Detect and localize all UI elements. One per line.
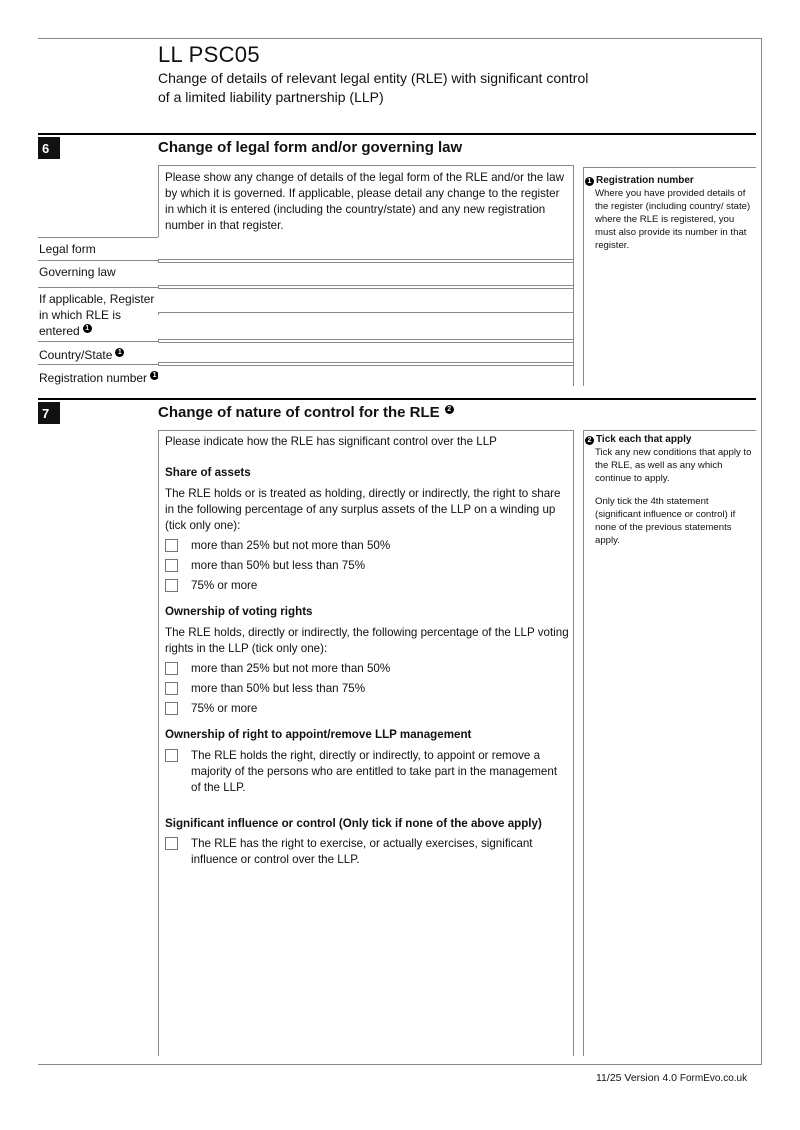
row-divider: [38, 260, 158, 261]
registration-number-field[interactable]: [158, 365, 573, 386]
checkbox[interactable]: [165, 662, 178, 675]
note1-badge-icon: 1: [115, 348, 124, 357]
share-of-assets-heading: Share of assets: [165, 466, 251, 479]
country-state-field[interactable]: [158, 342, 573, 363]
legal-form-label: Legal form: [39, 242, 96, 256]
footer-brand: FormEvo.co.uk: [679, 1073, 748, 1084]
register-label-line3: entered 1: [39, 324, 92, 339]
governing-law-label: Governing law: [39, 265, 116, 279]
section6-title: Change of legal form and/or governing law: [158, 139, 463, 156]
appoint-remove-heading: Ownership of right to appoint/remove LLP management: [165, 728, 472, 741]
note2-badge-icon: 2: [445, 405, 454, 414]
share-assets-option-25-50[interactable]: more than 25% but not more than 50%: [165, 538, 390, 554]
section6-rule: [38, 133, 756, 135]
significant-influence-option[interactable]: The RLE has the right to exercise, or actually exercises, significant influence or control over the LLP.: [165, 836, 555, 868]
register-field-line1[interactable]: [158, 288, 573, 313]
voting-option-25-50[interactable]: more than 25% but not more than 50%: [165, 661, 390, 677]
form-subtitle-line1: Change of details of relevant legal entity (RLE) with significant control: [158, 70, 589, 86]
section6-box-top: [158, 165, 573, 166]
legal-form-field[interactable]: [158, 237, 573, 260]
section6-note: 1 Registration number Where you have provided details of the register (including country/ state) where the RLE is registered, you must also provide its number in that register.: [585, 174, 755, 252]
checkbox[interactable]: [165, 682, 178, 695]
appoint-remove-option[interactable]: The RLE holds the right, directly or indirectly, to appoint or remove a majority of the persons who are entitled to take part in the management of the LLP.: [165, 748, 565, 796]
section6-instructions: Please show any change of details of the legal form of the RLE and/or the law by which it is governed. If applicable, please detail any change to the register in which it is entered (including the country/state) and any new registration number in that register.: [165, 171, 564, 232]
note1-badge-icon: 1: [150, 371, 159, 380]
row-divider: [38, 341, 158, 342]
section6-note-left: [583, 167, 584, 386]
checkbox[interactable]: [165, 579, 178, 592]
section6-note-top: [583, 167, 756, 168]
form-subtitle-line2: of a limited liability partnership (LLP): [158, 89, 384, 105]
share-of-assets-text: The RLE holds or is treated as holding, directly or indirectly, the right to share in the following percentage of any surplus assets of the LLP on a winding up (tick only one):: [165, 487, 561, 532]
section7-note: 2 Tick each that apply Tick any new conditions that apply to the RLE, as well as any which continue to apply. Only tick the 4th statement (significant influence or control) if none of the previous statements apply.: [585, 433, 755, 547]
section7-title: Change of nature of control for the RLE 2: [158, 404, 454, 421]
register-field-line2[interactable]: [158, 315, 573, 340]
footer-version: 11/25 Version 4.0: [596, 1072, 677, 1084]
section7-box-right: [573, 430, 574, 1056]
section7-box-left: [158, 430, 159, 1056]
voting-rights-heading: Ownership of voting rights: [165, 605, 313, 618]
significant-influence-heading: Significant influence or control (Only tick if none of the above apply): [165, 817, 542, 830]
page-right-border: [761, 38, 762, 1065]
section7-number: 7: [38, 402, 60, 424]
section7-note-left: [583, 430, 584, 1056]
note1-badge-icon: 1: [585, 177, 594, 186]
registration-number-label: Registration number 1: [39, 371, 159, 386]
form-code: LL PSC05: [158, 42, 260, 67]
governing-law-field[interactable]: [158, 262, 573, 286]
share-assets-option-75[interactable]: 75% or more: [165, 578, 257, 594]
voting-rights-text: The RLE holds, directly or indirectly, the following percentage of the LLP voting rights in the LLP (tick only one):: [165, 626, 569, 655]
page-bottom-border: [38, 1064, 762, 1065]
row-divider: [38, 287, 158, 288]
country-state-label: Country/State 1: [39, 348, 124, 363]
voting-option-75[interactable]: 75% or more: [165, 701, 257, 717]
row-divider: [38, 364, 158, 365]
note1-badge-icon: 1: [83, 324, 92, 333]
section6-number: 6: [38, 137, 60, 159]
register-label-line1: If applicable, Register: [39, 292, 155, 306]
footer: [596, 1072, 747, 1084]
section7-rule: [38, 398, 756, 400]
register-label-line2: in which RLE is: [39, 308, 122, 322]
note2-badge-icon: 2: [585, 436, 594, 445]
page-top-border: [38, 38, 762, 39]
checkbox[interactable]: [165, 837, 178, 850]
section6-box-right: [573, 165, 574, 386]
share-assets-option-50-75[interactable]: more than 50% but less than 75%: [165, 558, 365, 574]
section7-box-top: [158, 430, 573, 431]
checkbox[interactable]: [165, 749, 178, 762]
checkbox[interactable]: [165, 559, 178, 572]
section7-intro: Please indicate how the RLE has significant control over the LLP: [165, 435, 497, 448]
checkbox[interactable]: [165, 702, 178, 715]
section7-note-top: [583, 430, 756, 431]
checkbox[interactable]: [165, 539, 178, 552]
voting-option-50-75[interactable]: more than 50% but less than 75%: [165, 681, 365, 697]
